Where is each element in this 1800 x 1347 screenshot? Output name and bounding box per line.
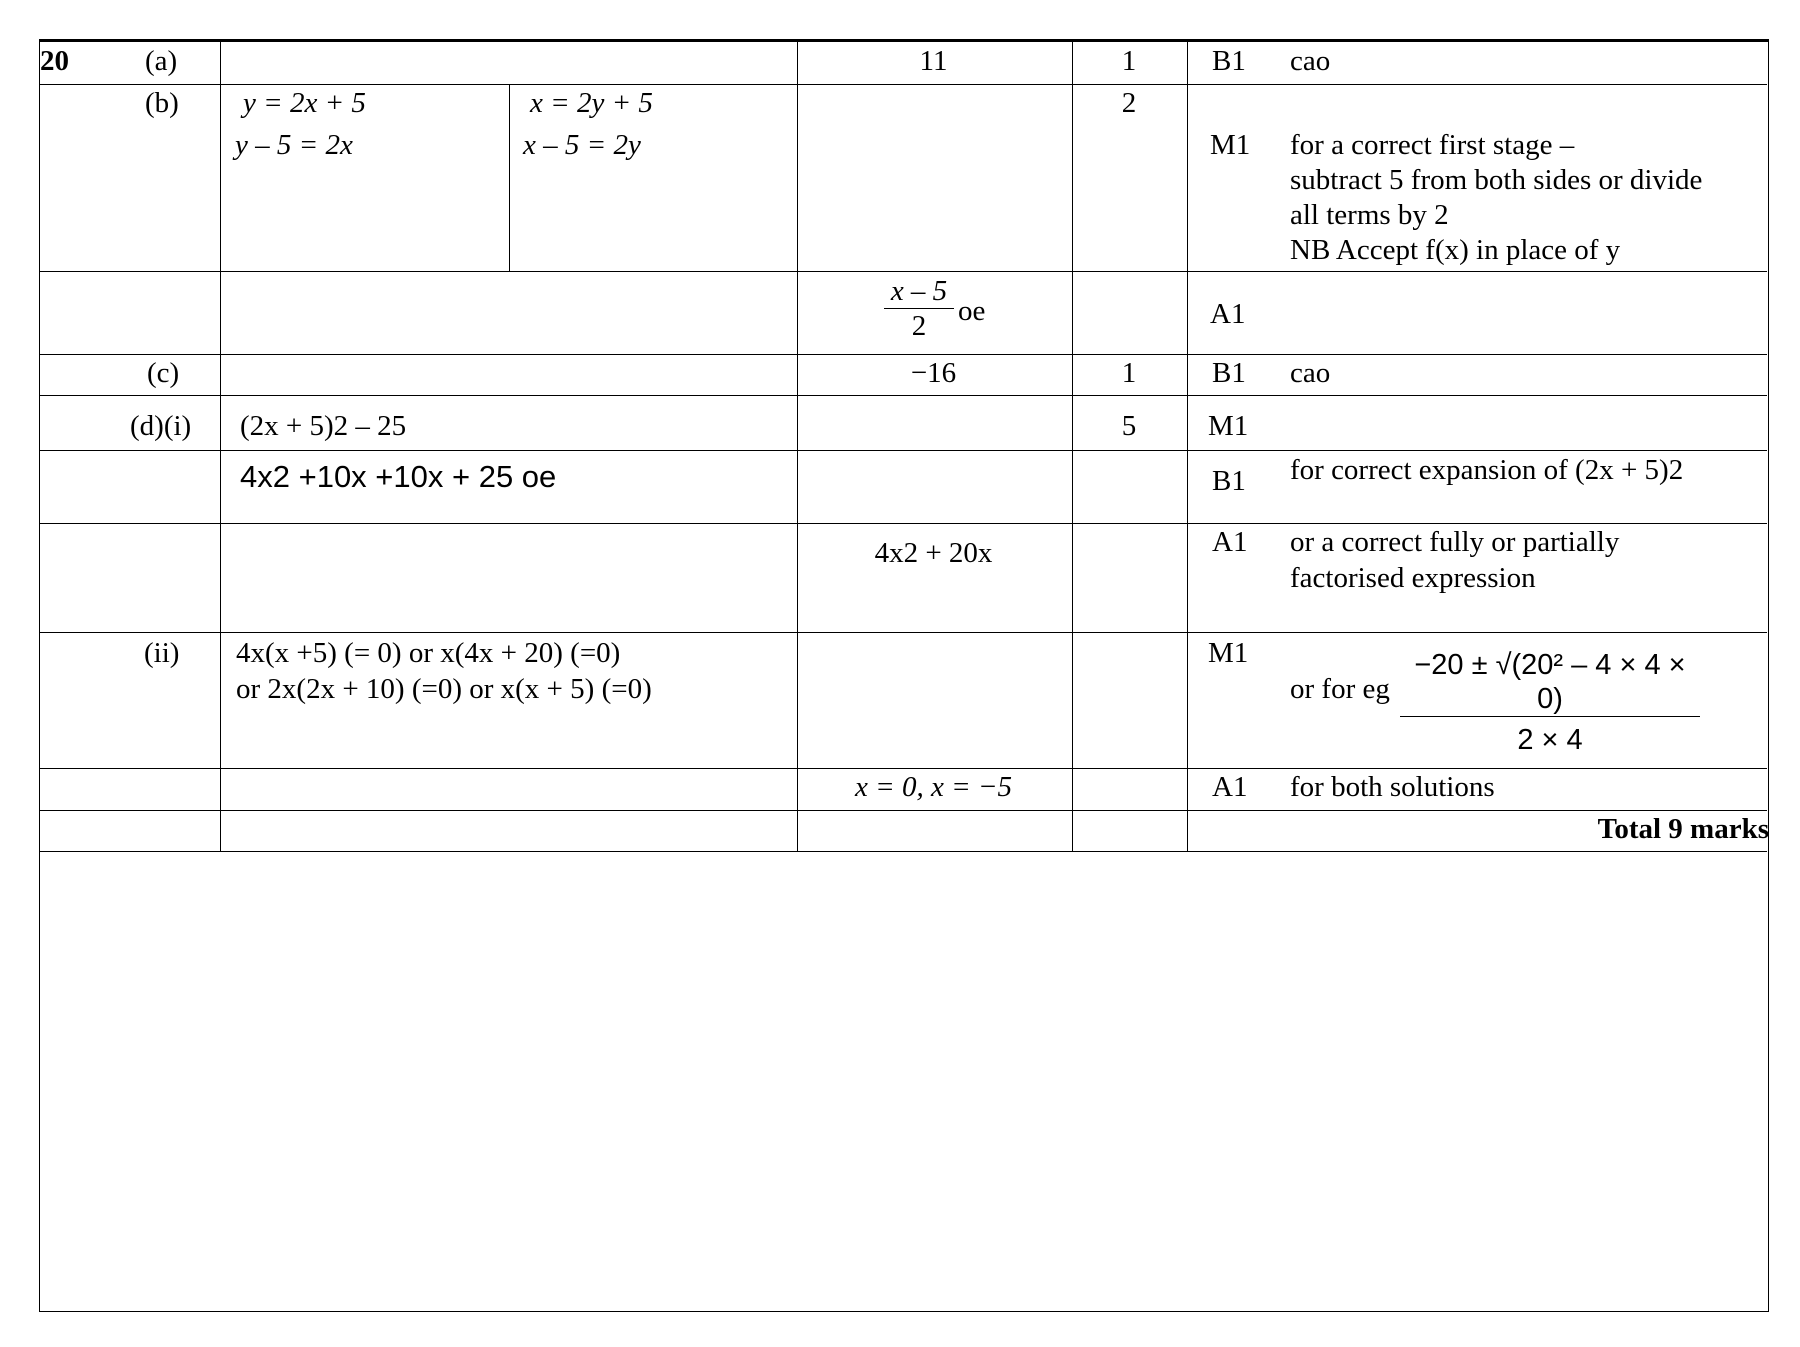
part-label-di: (d)(i) (130, 410, 192, 442)
question-number: 20 (40, 45, 69, 77)
note-b-line2: subtract 5 from both sides or divide (1290, 164, 1703, 196)
note-a: cao (1290, 45, 1331, 77)
code-c: B1 (1212, 357, 1246, 389)
answer-b-numerator: x – 5 (890, 275, 948, 307)
note-di2: for correct expansion of (2x + 5)2 (1290, 454, 1684, 486)
part-label-a: (a) (145, 45, 178, 77)
working-ii-line1: 4x(x +5) (= 0) or x(4x + 20) (=0) (236, 637, 621, 669)
note-ii2: for both solutions (1290, 771, 1495, 803)
code-di: M1 (1208, 410, 1249, 442)
note-b-line3: all terms by 2 (1290, 199, 1449, 231)
row-divider (40, 523, 1767, 524)
row-divider (40, 395, 1767, 396)
column-divider (220, 42, 221, 851)
row-divider (40, 450, 1767, 451)
answer-di: 4x2 + 20x (874, 537, 993, 569)
working-split-divider (509, 84, 510, 271)
row-divider (40, 354, 1767, 355)
mark-b: 2 (1121, 87, 1137, 119)
part-label-b: (b) (145, 87, 179, 119)
note-b-line4: NB Accept f(x) in place of y (1290, 234, 1621, 266)
mark-di: 5 (1121, 410, 1137, 442)
code-di2: B1 (1212, 465, 1246, 497)
code-di3: A1 (1212, 526, 1248, 558)
row-divider (40, 632, 1767, 633)
answer-ii: x = 0, x = −5 (855, 771, 1012, 803)
answer-b-denominator: 2 (911, 310, 927, 342)
code-ii2: A1 (1212, 771, 1248, 803)
answer-a: 11 (919, 45, 948, 77)
code-ii: M1 (1208, 637, 1249, 669)
row-divider (40, 768, 1767, 769)
working-di-expansion: 4x2 +10x +10x + 25 oe (240, 459, 557, 494)
code-a: B1 (1212, 45, 1246, 77)
column-divider (1187, 42, 1188, 851)
note-di3-line1: or a correct fully or partially (1290, 526, 1620, 558)
answer-b-suffix: oe (958, 295, 986, 327)
working-ii-line2: or 2x(2x + 10) (=0) or x(x + 5) (=0) (236, 673, 652, 705)
answer-c: −16 (910, 357, 957, 389)
note-b-line1: for a correct first stage – (1290, 129, 1575, 161)
working-b-method1-line2: y – 5 = 2x (235, 129, 353, 161)
working-b-method2-line1: x = 2y + 5 (530, 87, 653, 119)
quadratic-formula-denominator: 2 × 4 (1517, 724, 1583, 756)
code-b2: A1 (1210, 298, 1246, 330)
row-divider (40, 810, 1767, 811)
answer-b-fraction (884, 274, 954, 343)
part-label-ii: (ii) (144, 637, 180, 669)
working-di: (2x + 5)2 – 25 (240, 410, 407, 442)
column-divider (1072, 42, 1073, 851)
working-b-method1-line1: y = 2x + 5 (243, 87, 366, 119)
row-divider (40, 851, 1767, 852)
quadratic-formula-numerator: −20 ± √(20² – 4 × 4 × 0) (1414, 649, 1686, 715)
note-ii-prefix: or for eg (1290, 673, 1390, 705)
mark-a: 1 (1121, 45, 1137, 77)
row-divider (40, 271, 1767, 272)
code-b: M1 (1210, 129, 1251, 161)
working-b-method2-line2: x – 5 = 2y (523, 129, 641, 161)
column-divider (797, 42, 798, 851)
quadratic-formula-fraction (1400, 648, 1700, 757)
note-di3-line2: factorised expression (1290, 562, 1536, 594)
total-marks: Total 9 marks (1597, 813, 1769, 845)
mark-c: 1 (1121, 357, 1137, 389)
row-divider (40, 84, 1767, 85)
part-label-c: (c) (147, 357, 180, 389)
note-c: cao (1290, 357, 1331, 389)
